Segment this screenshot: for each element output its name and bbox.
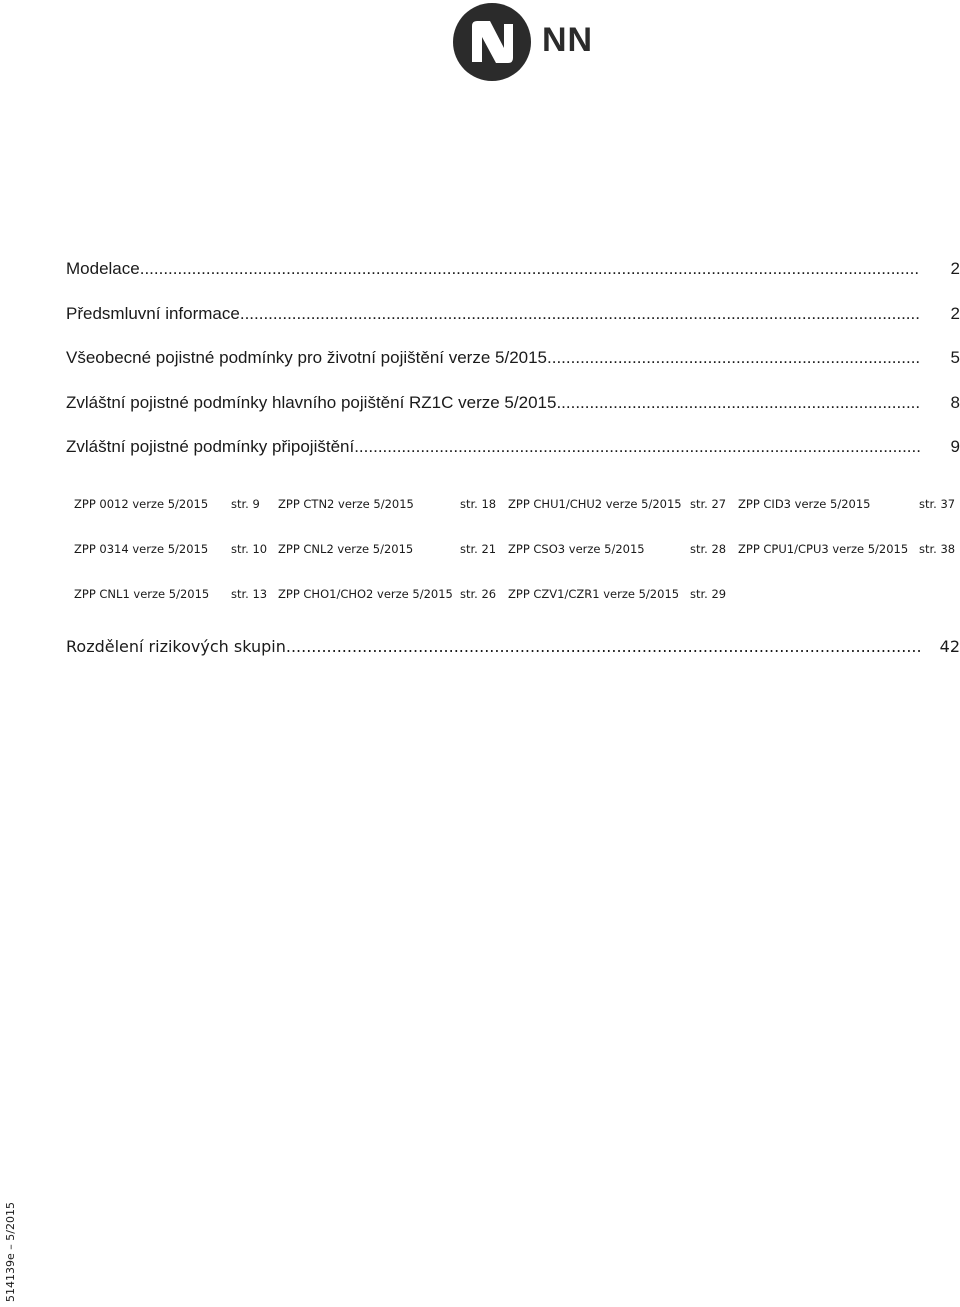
zpp-item-name[interactable]: ZPP CNL1 verze 5/2015 — [74, 587, 210, 601]
zpp-item-page: str. 28 — [690, 542, 727, 556]
toc-entry-page: 9 — [950, 437, 960, 456]
toc-dot-leader — [286, 636, 920, 658]
toc-entry-page: 5 — [950, 348, 960, 367]
toc-dot-leader — [140, 258, 920, 280]
zpp-item-page: str. 29 — [690, 587, 727, 601]
zpp-item-page: str. 37 — [919, 497, 956, 511]
toc-entry-predsmluvni-informace[interactable] — [66, 303, 960, 325]
toc-entry-label: Modelace — [66, 259, 140, 278]
nn-emblem-icon — [452, 2, 532, 82]
zpp-item-page: str. 10 — [231, 542, 268, 556]
zpp-item-page: str. 18 — [460, 497, 497, 511]
toc-dot-leader — [354, 436, 920, 458]
zpp-item-name[interactable]: ZPP CNL2 verze 5/2015 — [278, 542, 414, 556]
zpp-item-name[interactable]: ZPP 0012 verze 5/2015 — [74, 497, 209, 511]
toc-entry-label: Všeobecné pojistné podmínky pro životní pojištění verze 5/2015 — [66, 348, 548, 367]
zpp-row — [74, 495, 960, 513]
toc-dot-leader — [556, 392, 920, 414]
zpp-item-name[interactable]: ZPP 0314 verze 5/2015 — [74, 542, 209, 556]
toc-entry-zvlastni-podminky-hlavni[interactable] — [66, 392, 960, 414]
zpp-item-name[interactable]: ZPP CSO3 verze 5/2015 — [508, 542, 645, 556]
toc-entry-vseobecne-podminky[interactable] — [66, 347, 960, 369]
zpp-row — [74, 540, 960, 558]
toc-entry-page: 42 — [939, 637, 960, 656]
toc-dot-leader — [547, 347, 920, 369]
zpp-item-name[interactable]: ZPP CZV1/CZR1 verze 5/2015 — [508, 587, 680, 601]
zpp-row — [74, 585, 960, 603]
toc-entry-rozdeleni-rizikovych-skupin[interactable] — [66, 636, 960, 658]
nn-logo — [452, 2, 602, 82]
toc-entry-label: Předsmluvní informace — [66, 304, 240, 323]
zpp-item-name[interactable]: ZPP CTN2 verze 5/2015 — [278, 497, 414, 511]
zpp-item-page: str. 26 — [460, 587, 497, 601]
toc-entry-label: Rozdělení rizikových skupin — [66, 637, 286, 656]
toc-entry-label: Zvláštní pojistné podmínky hlavního pojištění RZ1C verze 5/2015 — [66, 393, 557, 412]
toc-entry-page: 2 — [950, 304, 960, 323]
zpp-item-name[interactable]: ZPP CPU1/CPU3 verze 5/2015 — [738, 542, 909, 556]
zpp-item-page: str. 13 — [231, 587, 268, 601]
zpp-item-page: str. 9 — [231, 497, 260, 511]
zpp-item-name[interactable]: ZPP CID3 verze 5/2015 — [738, 497, 871, 511]
nn-logo-wordmark: NN — [542, 21, 594, 59]
zpp-item-page: str. 38 — [919, 542, 956, 556]
toc-dot-leader — [240, 303, 920, 325]
toc-entry-page: 2 — [950, 259, 960, 278]
document-code: 514139e – 5/2015 — [4, 1202, 17, 1302]
zpp-item-page: str. 21 — [460, 542, 497, 556]
toc-entry-page: 8 — [950, 393, 960, 412]
zpp-item-name[interactable]: ZPP CHO1/CHO2 verze 5/2015 — [278, 587, 453, 601]
toc-entry-zvlastni-podminky-pripojisteni[interactable] — [66, 436, 960, 458]
toc-entry-modelace[interactable] — [66, 258, 960, 280]
toc-entry-label: Zvláštní pojistné podmínky připojištění — [66, 437, 355, 456]
zpp-item-page: str. 27 — [690, 497, 727, 511]
zpp-item-name[interactable]: ZPP CHU1/CHU2 verze 5/2015 — [508, 497, 682, 511]
